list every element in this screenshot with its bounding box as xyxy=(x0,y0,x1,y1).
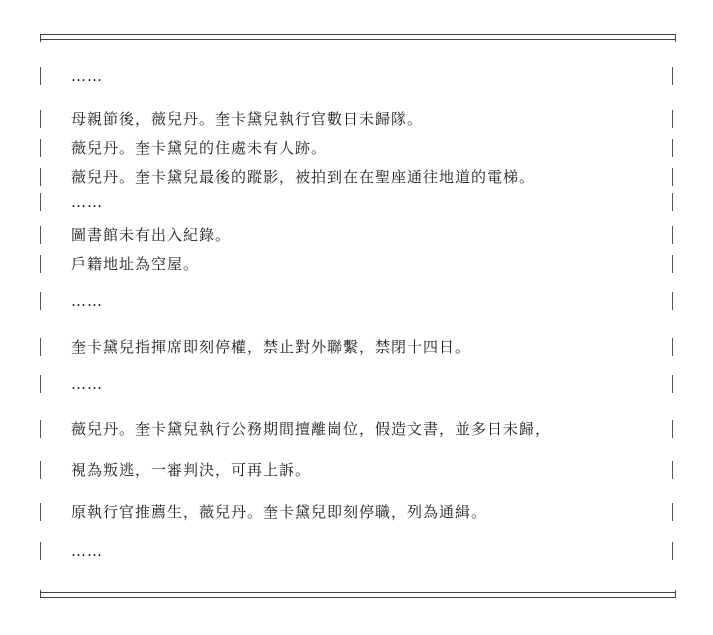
document-frame xyxy=(40,34,676,598)
text-line: 原執行官推薦生，薇兒丹。奎卡黛兒即刻停職，列為通緝。 xyxy=(71,501,676,523)
ellipsis-line: …… xyxy=(71,191,676,213)
text-line: 母親節後，薇兒丹。奎卡黛兒執行官數日未歸隊。 xyxy=(71,108,676,130)
frame-corner-bottom-right xyxy=(671,590,676,598)
text-line: 奎卡黛兒指揮席即刻停權，禁止對外聯繫，禁閉十四日。 xyxy=(71,336,676,358)
ellipsis-line: …… xyxy=(71,373,676,395)
document-body xyxy=(40,34,676,598)
ellipsis-line: …… xyxy=(71,290,676,312)
text-line: 視為叛逃，一審判決，可再上訴。 xyxy=(71,459,676,481)
text-line: 戶籍地址為空屋。 xyxy=(71,253,676,275)
text-line: 薇兒丹。奎卡黛兒的住處未有人跡。 xyxy=(71,137,676,159)
text-line: 圖書館未有出入紀錄。 xyxy=(71,224,676,246)
ellipsis-line: …… xyxy=(71,540,676,562)
text-line: 薇兒丹。奎卡黛兒執行公務期間擅離崗位，假造文書，並多日未歸， xyxy=(71,418,676,440)
text-line: 薇兒丹。奎卡黛兒最後的蹤影，被拍到在在聖座通往地道的電梯。 xyxy=(71,166,676,188)
ellipsis-line: …… xyxy=(71,65,676,87)
frame-corner-bottom-left xyxy=(40,590,45,598)
frame-bottom-border xyxy=(40,592,676,598)
